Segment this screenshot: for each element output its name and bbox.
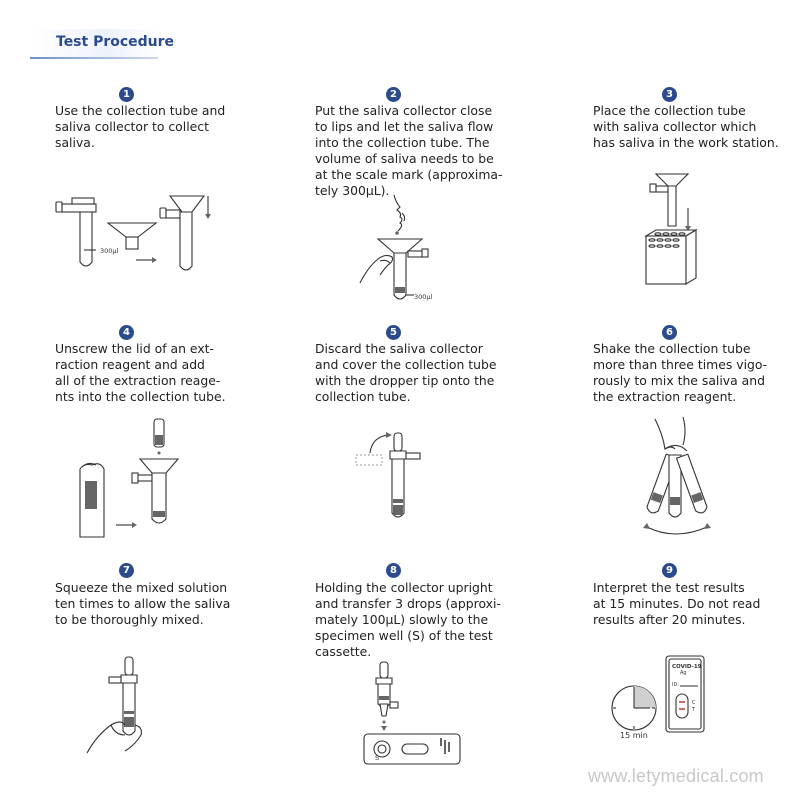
timer-label: 15 min [620, 731, 648, 740]
step-4-text: Unscrew the lid of an ext- raction reagent and add all of the extraction reage- nts into the collection tube. [55, 341, 226, 404]
step-1-illustration [40, 190, 220, 280]
control-mark: C [692, 700, 696, 706]
step-3-illustration [636, 170, 726, 290]
step-7-number: 7 [119, 563, 134, 578]
step-8-specimen-label: S [375, 754, 380, 762]
step-7-illustration [85, 655, 175, 765]
step-9-text: Interpret the test results at 15 minutes. Do not read results after 20 minutes. [593, 580, 761, 627]
step-4-number: 4 [119, 325, 134, 340]
step-5-number: 5 [386, 325, 401, 340]
step-6-text: Shake the collection tube more than three times vigo- rously to mix the saliva and the extraction reagent. [593, 341, 768, 404]
test-mark: T [692, 707, 696, 713]
step-2-text: Put the saliva collector close to lips and let the saliva flow into the collection tube. The volume of saliva needs to be at the scale mark (approxima- tely 300μL). [315, 103, 503, 198]
step-3-text: Place the collection tube with saliva collector which has saliva in the work station. [593, 103, 779, 150]
step-5-text: Discard the saliva collector and cover the collection tube with the dropper tip onto the collection tube. [315, 341, 497, 404]
step-2-number: 2 [386, 87, 401, 102]
cassette-id-label: ID: [672, 682, 680, 688]
step-8-text: Holding the collector upright and transfer 3 drops (approxi- mately 100μL) slowly to the specimen well (S) of the test cassette. [315, 580, 501, 659]
step-9-number: 9 [662, 563, 677, 578]
step-5-illustration [350, 425, 450, 525]
step-2-illustration [350, 195, 450, 305]
cassette-subtitle: Ag [680, 670, 687, 676]
step-1-volume-label: 300μl [100, 247, 119, 255]
step-3-number: 3 [662, 87, 677, 102]
step-1-text: Use the collection tube and saliva collector to collect saliva. [55, 103, 226, 150]
step-8-illustration [360, 660, 470, 770]
step-4-illustration [70, 415, 200, 545]
step-9-illustration [610, 652, 720, 752]
cassette-title: COVID-19 [672, 664, 702, 670]
watermark: www.letymedical.com [588, 766, 764, 786]
step-7-text: Squeeze the mixed solution ten times to allow the saliva to be thoroughly mixed. [55, 580, 231, 627]
step-8-number: 8 [386, 563, 401, 578]
step-1-number: 1 [119, 87, 134, 102]
step-6-number: 6 [662, 325, 677, 340]
header-underline [30, 57, 158, 59]
step-2-volume-label: 300μl [414, 293, 433, 301]
step-6-illustration [625, 415, 745, 545]
page-title: Test Procedure [56, 34, 175, 50]
